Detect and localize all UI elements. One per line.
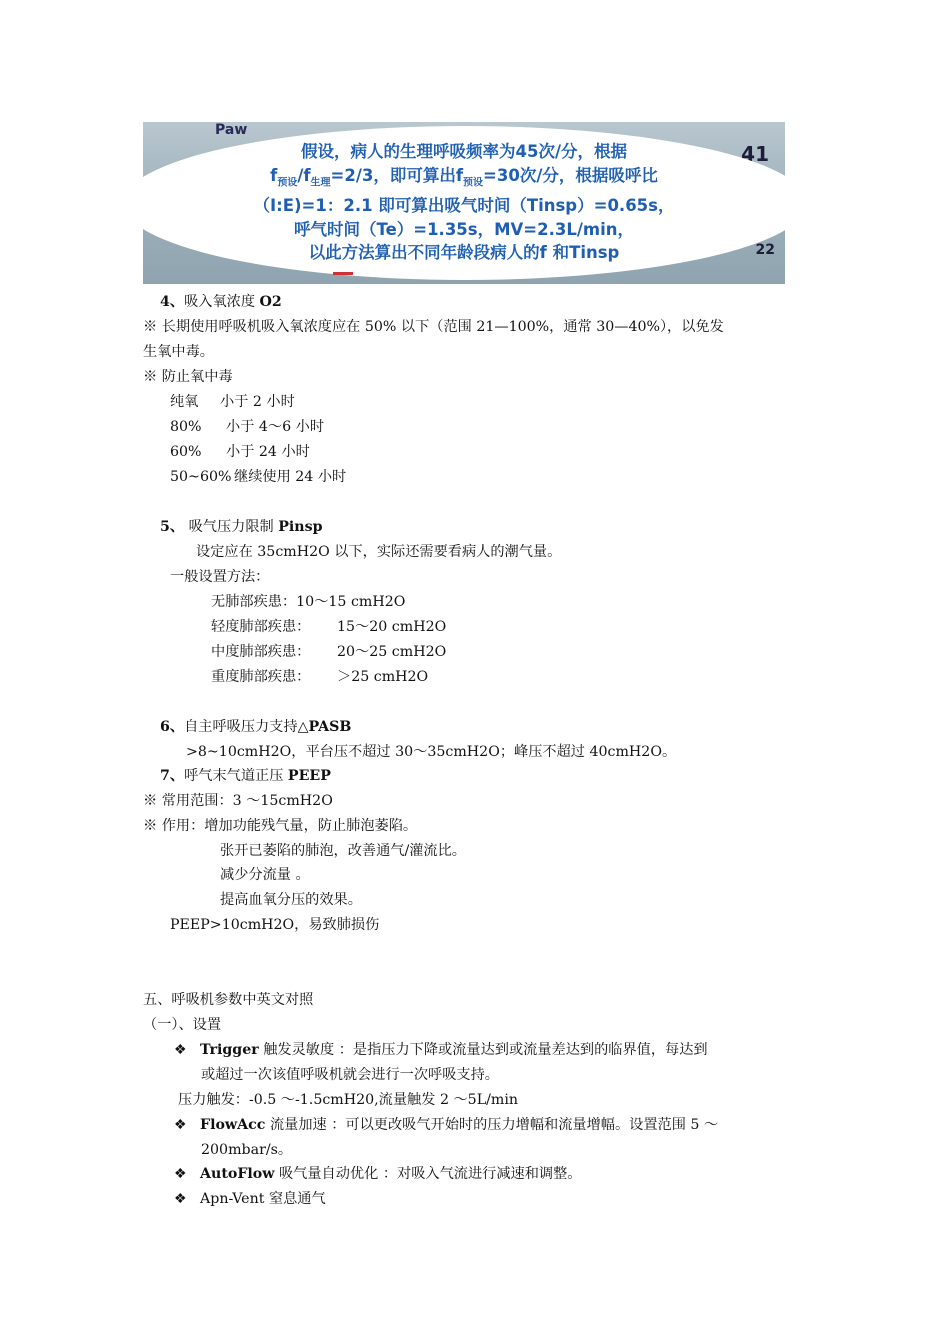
s6-line-1: >8~10cmH2O，平台压不超过 30～35cmH2O；峰压不超过 40cmH2O。 — [186, 744, 677, 760]
s7-note-2: ※ 作用：增加功能残气量，防止肺泡萎陷。 — [143, 818, 418, 834]
pinsp-row: 中度肺部疾患： 20～25 cmH2O — [211, 644, 447, 660]
section-five-heading: 五、呼吸机参数中英文对照 — [143, 992, 314, 1008]
trigger-text-2: 或超过一次该值呼吸机就会进行一次呼吸支持。 — [201, 1067, 499, 1083]
apnvent-item: ❖ Apn-Vent 窒息通气 — [174, 1191, 326, 1207]
autoflow-item: ❖ AutoFlow 吸气量自动优化 ：对吸入气流进行减速和调整。 — [174, 1166, 582, 1182]
diamond-bullet-icon: ❖ — [174, 1166, 187, 1182]
formula-banner-image — [143, 122, 785, 284]
diamond-bullet-icon: ❖ — [174, 1042, 187, 1058]
section-4-title: 4、吸入氧浓度 O2 — [160, 294, 282, 310]
section-6-title: 6、自主呼吸压力支持△PASB — [160, 719, 352, 735]
subsection-settings: （一）、设置 — [143, 1017, 222, 1033]
callout-line-5: 以此方法算出不同年龄段病人的f 和Tinsp — [308, 243, 620, 263]
peep-effect: 张开已萎陷的肺泡，改善通气/灌流比。 — [220, 843, 466, 859]
o2-row: 50~60% 继续使用 24 小时 — [170, 469, 347, 485]
s5-line-1: 设定应在 35cmH2O 以下，实际还需要看病人的潮气量。 — [196, 544, 562, 560]
pinsp-row: 无肺部疾患：10～15 cmH2O — [211, 594, 406, 610]
paw-label: Paw — [215, 122, 248, 138]
s4-note-1b: 生氧中毒。 — [143, 344, 214, 360]
diamond-bullet-icon: ❖ — [174, 1191, 187, 1207]
pinsp-row: 轻度肺部疾患： 15～20 cmH2O — [211, 619, 447, 635]
callout-line-1: 假设，病人的生理呼吸频率为45次/分，根据 — [301, 142, 627, 161]
peep-effect: 提高血氧分压的效果。 — [220, 892, 362, 908]
callout-line-2: $f_{预设}/f_{生理}=2/3$，即可算出$f_{预设}=30$次/分，根据吸呼比 — [270, 165, 658, 188]
flowacc-item: ❖ FlowAcc 流量加速 ：可以更改吸气开始时的压力增幅和流量增幅。设置范围 5 ～ — [174, 1117, 719, 1133]
peep-warning: PEEP>10cmH2O，易致肺损伤 — [170, 917, 380, 933]
trigger-text-3: 压力触发：-0.5 ～-1.5cmH20,流量触发 2 ～5L/min — [178, 1092, 519, 1108]
o2-row: 60% 小于 24 小时 — [170, 444, 310, 460]
s5-line-2: 一般设置方法： — [170, 569, 270, 585]
s4-note-2: ※ 防止氧中毒 — [143, 369, 233, 385]
callout-line-4: 呼气时间（Te）=1.35s，MV=2.3L/min， — [294, 219, 634, 239]
section-7-title: 7、呼气末气道正压 PEEP — [160, 768, 331, 784]
corner-number-bottom: 22 — [755, 242, 775, 258]
trigger-item: ❖ Trigger 触发灵敏度 ：是指压力下降或流量达到或流量差达到的临界值，每达到 — [174, 1042, 708, 1058]
o2-row: 80% 小于 4～6 小时 — [170, 419, 325, 435]
s7-note-1: ※ 常用范围：3 ～15cmH2O — [143, 793, 333, 809]
section-5-title: 5、 吸气压力限制 Pinsp — [160, 519, 323, 535]
red-trace-mark — [333, 272, 353, 275]
callout-line-3: （I:E)=1：2.1 即可算出吸气时间（Tinsp）=0.65s， — [253, 196, 675, 216]
diamond-bullet-icon: ❖ — [174, 1117, 187, 1133]
pinsp-row: 重度肺部疾患： ＞25 cmH2O — [211, 669, 429, 685]
callout-text — [143, 140, 785, 265]
o2-row: 纯氧 小于 2 小时 — [170, 394, 295, 410]
flowacc-text-2: 200mbar/s。 — [201, 1142, 293, 1158]
s4-note-1a: ※ 长期使用呼吸机吸入氧浓度应在 50% 以下（范围 21—100%，通常 30—40%），以免发 — [143, 319, 724, 335]
corner-number: 41 — [741, 142, 769, 166]
peep-effect: 减少分流量 。 — [220, 867, 310, 883]
